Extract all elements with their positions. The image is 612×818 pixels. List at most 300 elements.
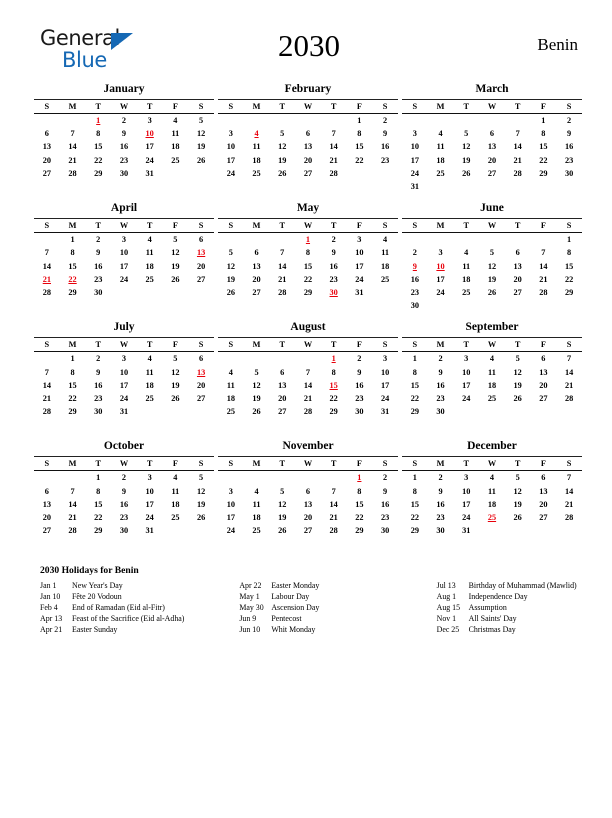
day-cell[interactable]: 22 (355, 513, 364, 523)
day-cell[interactable]: 3 (147, 473, 152, 483)
day-cell[interactable]: 30 (410, 301, 419, 311)
day-cell[interactable]: 11 (252, 142, 261, 152)
day-cell[interactable]: 30 (355, 407, 364, 417)
day-cell[interactable]: 18 (145, 261, 154, 271)
day-cell[interactable]: 5 (515, 473, 520, 483)
day-cell[interactable]: 27 (278, 407, 287, 417)
day-cell[interactable]: 19 (462, 155, 471, 165)
day-cell[interactable]: 8 (305, 248, 311, 258)
day-cell[interactable]: 3 (121, 235, 127, 245)
day-cell[interactable]: 2 (383, 473, 388, 483)
day-cell[interactable]: 7 (280, 248, 285, 258)
day-cell[interactable]: 19 (171, 380, 180, 390)
day-cell[interactable]: 10 (462, 486, 471, 496)
day-cell[interactable]: 14 (329, 499, 338, 509)
day-cell[interactable]: 8 (70, 367, 75, 377)
day-cell-holiday[interactable]: 1 (96, 116, 101, 126)
day-cell[interactable]: 31 (462, 526, 471, 536)
day-cell[interactable]: 16 (380, 142, 390, 152)
day-cell[interactable]: 11 (145, 248, 154, 258)
day-cell[interactable]: 15 (410, 380, 419, 390)
day-cell[interactable]: 24 (145, 155, 154, 165)
day-cell[interactable]: 12 (196, 129, 206, 139)
day-cell[interactable]: 2 (438, 354, 443, 364)
day-cell[interactable]: 5 (173, 235, 178, 245)
day-cell[interactable]: 24 (145, 513, 154, 523)
day-cell[interactable]: 5 (199, 473, 204, 483)
day-cell[interactable]: 18 (380, 261, 390, 271)
day-cell[interactable]: 4 (173, 473, 178, 483)
day-cell[interactable]: 12 (278, 499, 287, 509)
day-cell[interactable]: 31 (380, 407, 390, 417)
day-cell[interactable]: 14 (42, 380, 51, 390)
day-cell[interactable]: 31 (410, 182, 419, 192)
day-cell[interactable]: 7 (515, 129, 520, 139)
day-cell[interactable]: 27 (539, 513, 548, 523)
day-cell[interactable]: 13 (539, 486, 548, 496)
day-cell[interactable]: 14 (303, 380, 313, 390)
day-cell[interactable]: 19 (487, 274, 497, 284)
day-cell[interactable]: 14 (68, 142, 77, 152)
day-cell[interactable]: 20 (513, 274, 522, 284)
day-cell[interactable]: 5 (280, 486, 285, 496)
day-cell[interactable]: 3 (464, 473, 469, 483)
day-cell[interactable]: 23 (94, 274, 103, 284)
day-cell[interactable]: 6 (199, 235, 204, 245)
day-cell[interactable]: 9 (96, 367, 101, 377)
day-cell[interactable]: 3 (147, 116, 152, 126)
day-cell[interactable]: 28 (564, 393, 574, 403)
day-cell[interactable]: 29 (94, 168, 103, 178)
day-cell[interactable]: 30 (119, 526, 129, 536)
day-cell[interactable]: 27 (196, 393, 206, 403)
day-cell[interactable]: 26 (196, 513, 206, 523)
day-cell[interactable]: 11 (171, 129, 180, 139)
day-cell[interactable]: 21 (539, 274, 548, 284)
day-cell[interactable]: 23 (119, 155, 129, 165)
day-cell[interactable]: 1 (70, 354, 75, 364)
day-cell[interactable]: 19 (513, 499, 522, 509)
day-cell[interactable]: 27 (252, 287, 261, 297)
day-cell[interactable]: 7 (70, 129, 75, 139)
day-cell[interactable]: 28 (278, 287, 287, 297)
day-cell-holiday[interactable]: 25 (487, 513, 497, 523)
day-cell[interactable]: 25 (436, 168, 445, 178)
day-cell[interactable]: 9 (383, 486, 388, 496)
day-cell[interactable]: 21 (329, 155, 338, 165)
day-cell[interactable]: 24 (462, 513, 471, 523)
day-cell[interactable]: 28 (68, 168, 77, 178)
day-cell[interactable]: 3 (438, 248, 443, 258)
day-cell[interactable]: 26 (278, 168, 287, 178)
day-cell-holiday[interactable]: 21 (42, 274, 51, 284)
day-cell[interactable]: 6 (305, 486, 311, 496)
day-cell[interactable]: 15 (68, 380, 77, 390)
day-cell[interactable]: 28 (564, 513, 574, 523)
day-cell[interactable]: 22 (303, 274, 313, 284)
day-cell[interactable]: 12 (226, 261, 235, 271)
day-cell[interactable]: 7 (70, 486, 75, 496)
day-cell[interactable]: 8 (357, 486, 362, 496)
day-cell[interactable]: 9 (357, 367, 362, 377)
day-cell[interactable]: 8 (96, 486, 101, 496)
day-cell[interactable]: 11 (226, 380, 235, 390)
day-cell[interactable]: 6 (305, 129, 311, 139)
day-cell[interactable]: 8 (331, 367, 336, 377)
day-cell[interactable]: 20 (42, 155, 51, 165)
day-cell[interactable]: 22 (410, 513, 419, 523)
day-cell[interactable]: 13 (303, 499, 313, 509)
day-cell[interactable]: 31 (145, 168, 154, 178)
day-cell[interactable]: 25 (380, 274, 390, 284)
day-cell[interactable]: 25 (145, 393, 154, 403)
day-cell[interactable]: 25 (145, 274, 154, 284)
day-cell-holiday[interactable]: 10 (436, 261, 445, 271)
day-cell-holiday[interactable]: 15 (329, 380, 338, 390)
day-cell[interactable]: 21 (564, 380, 574, 390)
day-cell[interactable]: 11 (436, 142, 445, 152)
day-cell[interactable]: 16 (564, 142, 574, 152)
day-cell[interactable]: 15 (303, 261, 313, 271)
day-cell-holiday[interactable]: 1 (357, 473, 362, 483)
day-cell[interactable]: 29 (564, 287, 574, 297)
day-cell[interactable]: 10 (462, 367, 471, 377)
day-cell[interactable]: 28 (303, 407, 313, 417)
day-cell[interactable]: 12 (462, 142, 471, 152)
day-cell[interactable]: 14 (42, 261, 51, 271)
day-cell[interactable]: 11 (488, 486, 496, 496)
day-cell[interactable]: 10 (119, 248, 129, 258)
day-cell[interactable]: 23 (94, 393, 103, 403)
day-cell-holiday[interactable]: 9 (412, 261, 417, 271)
day-cell[interactable]: 18 (487, 380, 497, 390)
day-cell[interactable]: 8 (541, 129, 546, 139)
day-cell[interactable]: 24 (226, 168, 235, 178)
day-cell[interactable]: 23 (380, 513, 390, 523)
day-cell[interactable]: 6 (489, 129, 495, 139)
day-cell[interactable]: 20 (303, 155, 313, 165)
day-cell[interactable]: 8 (412, 367, 417, 377)
day-cell[interactable]: 4 (254, 486, 259, 496)
day-cell[interactable]: 5 (199, 116, 204, 126)
day-cell[interactable]: 21 (329, 513, 338, 523)
day-cell[interactable]: 21 (303, 393, 313, 403)
day-cell[interactable]: 13 (42, 142, 51, 152)
day-cell[interactable]: 3 (464, 354, 469, 364)
day-cell-holiday[interactable]: 13 (196, 367, 206, 377)
day-cell[interactable]: 14 (278, 261, 287, 271)
day-cell[interactable]: 4 (383, 235, 388, 245)
day-cell[interactable]: 16 (380, 499, 390, 509)
day-cell[interactable]: 4 (438, 129, 443, 139)
day-cell[interactable]: 30 (94, 287, 103, 297)
day-cell[interactable]: 9 (121, 486, 127, 496)
day-cell[interactable]: 31 (119, 407, 129, 417)
day-cell[interactable]: 6 (541, 473, 546, 483)
day-cell[interactable]: 12 (513, 486, 522, 496)
day-cell[interactable]: 30 (436, 526, 445, 536)
day-cell[interactable]: 30 (564, 168, 574, 178)
day-cell[interactable]: 8 (357, 129, 362, 139)
day-cell[interactable]: 28 (42, 407, 51, 417)
day-cell-holiday[interactable]: 1 (305, 235, 311, 245)
day-cell[interactable]: 11 (252, 499, 261, 509)
day-cell[interactable]: 24 (119, 393, 129, 403)
day-cell[interactable]: 17 (226, 155, 235, 165)
day-cell[interactable]: 1 (357, 116, 362, 126)
day-cell[interactable]: 19 (226, 274, 235, 284)
day-cell[interactable]: 25 (462, 287, 471, 297)
day-cell[interactable]: 9 (331, 248, 336, 258)
day-cell[interactable]: 29 (68, 407, 77, 417)
day-cell[interactable]: 30 (380, 526, 390, 536)
day-cell[interactable]: 3 (357, 235, 362, 245)
day-cell[interactable]: 2 (96, 235, 101, 245)
day-cell[interactable]: 5 (515, 354, 520, 364)
day-cell[interactable]: 16 (410, 274, 419, 284)
day-cell[interactable]: 23 (564, 155, 574, 165)
day-cell[interactable]: 14 (564, 367, 574, 377)
day-cell[interactable]: 9 (121, 129, 127, 139)
day-cell[interactable]: 3 (412, 129, 417, 139)
day-cell[interactable]: 20 (487, 155, 497, 165)
day-cell[interactable]: 30 (119, 168, 129, 178)
day-cell[interactable]: 26 (196, 155, 206, 165)
day-cell[interactable]: 9 (383, 129, 388, 139)
day-cell[interactable]: 10 (226, 142, 235, 152)
day-cell[interactable]: 31 (145, 526, 154, 536)
day-cell[interactable]: 20 (303, 513, 313, 523)
day-cell[interactable]: 2 (331, 235, 336, 245)
day-cell[interactable]: 10 (145, 486, 154, 496)
day-cell[interactable]: 22 (68, 393, 77, 403)
day-cell[interactable]: 13 (487, 142, 497, 152)
day-cell[interactable]: 7 (541, 248, 546, 258)
day-cell[interactable]: 28 (513, 168, 522, 178)
day-cell[interactable]: 17 (462, 380, 471, 390)
day-cell-holiday[interactable]: 30 (329, 287, 338, 297)
day-cell[interactable]: 17 (226, 513, 235, 523)
day-cell[interactable]: 5 (173, 354, 178, 364)
day-cell[interactable]: 27 (303, 526, 313, 536)
day-cell[interactable]: 9 (96, 248, 101, 258)
day-cell[interactable]: 2 (357, 354, 362, 364)
day-cell[interactable]: 11 (381, 248, 390, 258)
day-cell[interactable]: 14 (329, 142, 338, 152)
day-cell[interactable]: 18 (436, 155, 445, 165)
day-cell[interactable]: 5 (489, 248, 495, 258)
day-cell[interactable]: 22 (329, 393, 338, 403)
day-cell[interactable]: 2 (438, 473, 443, 483)
day-cell[interactable]: 13 (42, 499, 51, 509)
day-cell[interactable]: 13 (278, 380, 287, 390)
day-cell[interactable]: 27 (42, 168, 51, 178)
day-cell[interactable]: 4 (489, 473, 495, 483)
day-cell[interactable]: 21 (513, 155, 522, 165)
day-cell[interactable]: 7 (331, 486, 336, 496)
day-cell[interactable]: 22 (94, 155, 103, 165)
day-cell[interactable]: 22 (564, 274, 574, 284)
day-cell-holiday[interactable]: 13 (196, 248, 206, 258)
day-cell[interactable]: 26 (171, 274, 180, 284)
day-cell[interactable]: 17 (355, 261, 364, 271)
day-cell[interactable]: 27 (487, 168, 497, 178)
day-cell[interactable]: 19 (513, 380, 522, 390)
day-cell[interactable]: 7 (305, 367, 311, 377)
day-cell[interactable]: 1 (541, 116, 546, 126)
day-cell[interactable]: 31 (355, 287, 364, 297)
day-cell[interactable]: 24 (355, 274, 364, 284)
day-cell[interactable]: 13 (539, 367, 548, 377)
day-cell[interactable]: 15 (94, 142, 103, 152)
day-cell[interactable]: 14 (68, 499, 77, 509)
day-cell[interactable]: 8 (70, 248, 75, 258)
day-cell[interactable]: 20 (539, 380, 548, 390)
day-cell[interactable]: 9 (567, 129, 572, 139)
day-cell[interactable]: 12 (171, 367, 180, 377)
day-cell[interactable]: 13 (303, 142, 313, 152)
day-cell[interactable]: 28 (68, 526, 77, 536)
day-cell[interactable]: 12 (513, 367, 522, 377)
day-cell[interactable]: 21 (68, 155, 77, 165)
day-cell[interactable]: 6 (515, 248, 520, 258)
day-cell[interactable]: 6 (44, 486, 49, 496)
day-cell[interactable]: 15 (355, 142, 364, 152)
day-cell[interactable]: 17 (380, 380, 390, 390)
day-cell[interactable]: 24 (380, 393, 390, 403)
day-cell[interactable]: 3 (228, 129, 233, 139)
day-cell[interactable]: 12 (278, 142, 287, 152)
day-cell[interactable]: 2 (412, 248, 417, 258)
day-cell[interactable]: 18 (171, 142, 180, 152)
day-cell[interactable]: 3 (228, 486, 233, 496)
day-cell[interactable]: 23 (436, 513, 445, 523)
day-cell[interactable]: 26 (171, 393, 180, 403)
day-cell[interactable]: 2 (567, 116, 572, 126)
day-cell[interactable]: 19 (171, 261, 180, 271)
day-cell[interactable]: 18 (145, 380, 154, 390)
day-cell[interactable]: 11 (145, 367, 154, 377)
day-cell[interactable]: 15 (564, 261, 574, 271)
day-cell[interactable]: 18 (226, 393, 235, 403)
day-cell[interactable]: 6 (199, 354, 204, 364)
day-cell[interactable]: 19 (252, 393, 261, 403)
day-cell[interactable]: 13 (252, 261, 261, 271)
day-cell[interactable]: 4 (147, 235, 152, 245)
day-cell[interactable]: 2 (121, 473, 127, 483)
day-cell[interactable]: 8 (567, 248, 572, 258)
day-cell[interactable]: 2 (96, 354, 101, 364)
day-cell[interactable]: 24 (462, 393, 471, 403)
day-cell[interactable]: 15 (355, 499, 364, 509)
day-cell-holiday[interactable]: 22 (68, 274, 77, 284)
day-cell[interactable]: 17 (436, 274, 445, 284)
day-cell[interactable]: 16 (119, 142, 129, 152)
day-cell[interactable]: 24 (410, 168, 419, 178)
day-cell[interactable]: 16 (94, 261, 103, 271)
day-cell[interactable]: 29 (410, 407, 419, 417)
day-cell[interactable]: 4 (147, 354, 152, 364)
day-cell[interactable]: 6 (44, 129, 49, 139)
day-cell[interactable]: 1 (412, 473, 417, 483)
day-cell[interactable]: 28 (329, 168, 338, 178)
day-cell[interactable]: 26 (226, 287, 235, 297)
day-cell[interactable]: 12 (171, 248, 180, 258)
day-cell[interactable]: 26 (513, 393, 522, 403)
day-cell[interactable]: 7 (567, 354, 572, 364)
day-cell[interactable]: 1 (567, 235, 572, 245)
day-cell[interactable]: 24 (436, 287, 445, 297)
day-cell[interactable]: 19 (278, 513, 287, 523)
day-cell[interactable]: 12 (196, 486, 206, 496)
day-cell[interactable]: 1 (96, 473, 101, 483)
day-cell[interactable]: 20 (196, 380, 206, 390)
day-cell[interactable]: 4 (228, 367, 233, 377)
day-cell[interactable]: 24 (226, 526, 235, 536)
day-cell[interactable]: 16 (355, 380, 364, 390)
day-cell[interactable]: 28 (329, 526, 338, 536)
day-cell[interactable]: 16 (436, 380, 445, 390)
day-cell[interactable]: 2 (383, 116, 388, 126)
day-cell-holiday[interactable]: 10 (145, 129, 154, 139)
day-cell-holiday[interactable]: 4 (254, 129, 259, 139)
day-cell[interactable]: 5 (280, 129, 285, 139)
day-cell[interactable]: 26 (278, 526, 287, 536)
day-cell[interactable]: 8 (412, 486, 417, 496)
day-cell[interactable]: 10 (119, 367, 129, 377)
day-cell[interactable]: 23 (436, 393, 445, 403)
day-cell[interactable]: 29 (410, 526, 419, 536)
day-cell[interactable]: 25 (252, 168, 261, 178)
day-cell[interactable]: 12 (487, 261, 497, 271)
day-cell[interactable]: 22 (539, 155, 548, 165)
day-cell[interactable]: 22 (94, 513, 103, 523)
day-cell[interactable]: 24 (119, 274, 129, 284)
day-cell[interactable]: 5 (464, 129, 469, 139)
day-cell[interactable]: 29 (303, 287, 313, 297)
day-cell[interactable]: 14 (564, 486, 574, 496)
day-cell[interactable]: 4 (173, 116, 178, 126)
day-cell[interactable]: 21 (42, 393, 51, 403)
day-cell[interactable]: 29 (355, 526, 364, 536)
day-cell[interactable]: 14 (539, 261, 548, 271)
day-cell[interactable]: 28 (42, 287, 51, 297)
day-cell[interactable]: 20 (278, 393, 287, 403)
day-cell[interactable]: 11 (462, 261, 471, 271)
day-cell[interactable]: 8 (96, 129, 101, 139)
day-cell[interactable]: 23 (380, 155, 390, 165)
day-cell[interactable]: 19 (196, 499, 206, 509)
day-cell[interactable]: 21 (68, 513, 77, 523)
day-cell[interactable]: 21 (564, 499, 574, 509)
day-cell[interactable]: 9 (438, 367, 443, 377)
day-cell[interactable]: 16 (329, 261, 338, 271)
day-cell[interactable]: 29 (68, 287, 77, 297)
day-cell[interactable]: 19 (278, 155, 287, 165)
day-cell[interactable]: 23 (329, 274, 338, 284)
day-cell[interactable]: 15 (94, 499, 103, 509)
day-cell[interactable]: 29 (329, 407, 338, 417)
day-cell[interactable]: 6 (254, 248, 259, 258)
day-cell[interactable]: 10 (380, 367, 390, 377)
day-cell[interactable]: 25 (487, 393, 497, 403)
day-cell[interactable]: 17 (145, 499, 154, 509)
day-cell[interactable]: 7 (44, 248, 49, 258)
day-cell[interactable]: 15 (410, 499, 419, 509)
day-cell[interactable]: 23 (355, 393, 364, 403)
day-cell[interactable]: 19 (196, 142, 206, 152)
day-cell[interactable]: 3 (383, 354, 388, 364)
